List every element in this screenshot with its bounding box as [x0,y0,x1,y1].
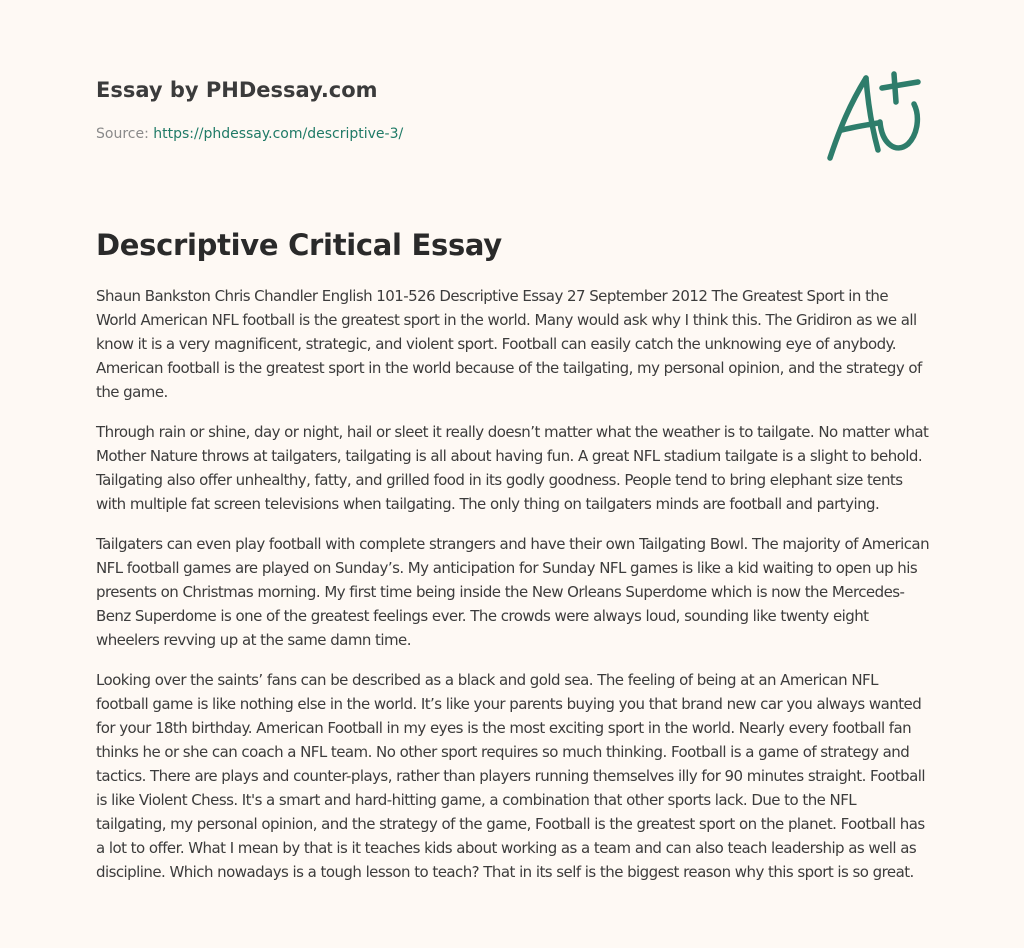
source-line [96,124,696,144]
a-plus-grade-icon [820,66,930,166]
essay-body [96,284,930,900]
source-label: Source: [96,126,149,142]
source-link[interactable]: https://phdessay.com/descriptive-3/ [153,126,404,142]
essay-title: Descriptive Critical Essay [96,228,502,262]
site-header [96,76,696,144]
essay-paragraph: Tailgaters can even play football with complete strangers and have their own Tailgating Bowl. The majority of American NFL football games are played on Sunday’s. My anticipation for Sunday NFL games is like a kid waiting to open up his presents on Christmas morning. My first time being inside the New Orleans Superdome which is now the Mercedes-Benz Superdome is one of the greatest feelings ever. The crowds were always loud, sounding like twenty eight wheelers revving up at the same damn time. [96,535,930,649]
essay-paragraph: Shaun Bankston Chris Chandler English 101-526 Descriptive Essay 27 September 2012 The Greatest Sport in the World American NFL football is the greatest sport in the world. Many would ask why I think this. The Gridiron as we all know it is a very magnificent, strategic, and violent sport. Football can easily catch the unknowing eye of anybody. American football is the greatest sport in the world because of the tailgating, my personal opinion, and the strategy of the game. [96,287,922,401]
essay-paragraph: Looking over the saints’ fans can be described as a black and gold sea. The feeling of being at an American NFL football game is like nothing else in the world. It’s like your parents buying you that brand new car you always wanted for your 18th birthday. American Football in my eyes is the most exciting sport in the world. Nearly every football fan thinks he or she can coach a NFL team. No other sport requires so much thinking. Football is a game of strategy and tactics. There are plays and counter-plays, rather than players running themselves illy for 90 minutes straight. Football is like Violent Chess. It's a smart and hard-hitting game, a combination that other sports lack. Due to the NFL tailgating, my personal opinion, and the strategy of the game, Football is the greatest sport on the planet. Football has a lot to offer. What I mean by that is it teaches kids about working as a team and can also teach leadership as well as discipline. Which nowadays is a tough lesson to teach? That in its self is the biggest reason why this sport is so great. [96,671,925,881]
essay-paragraph: Through rain or shine, day or night, hail or sleet it really doesn’t matter what the weather is to tailgate. No matter what Mother Nature throws at tailgaters, tailgating is all about having fun. A great NFL stadium tailgate is a slight to behold. Tailgating also offer unhealthy, fatty, and grilled food in its godly goodness. People tend to bring elephant size tents with multiple fat screen televisions when tailgating. The only thing on tailgaters minds are football and partying. [96,423,929,513]
site-title: Essay by PHDessay.com [96,78,378,102]
